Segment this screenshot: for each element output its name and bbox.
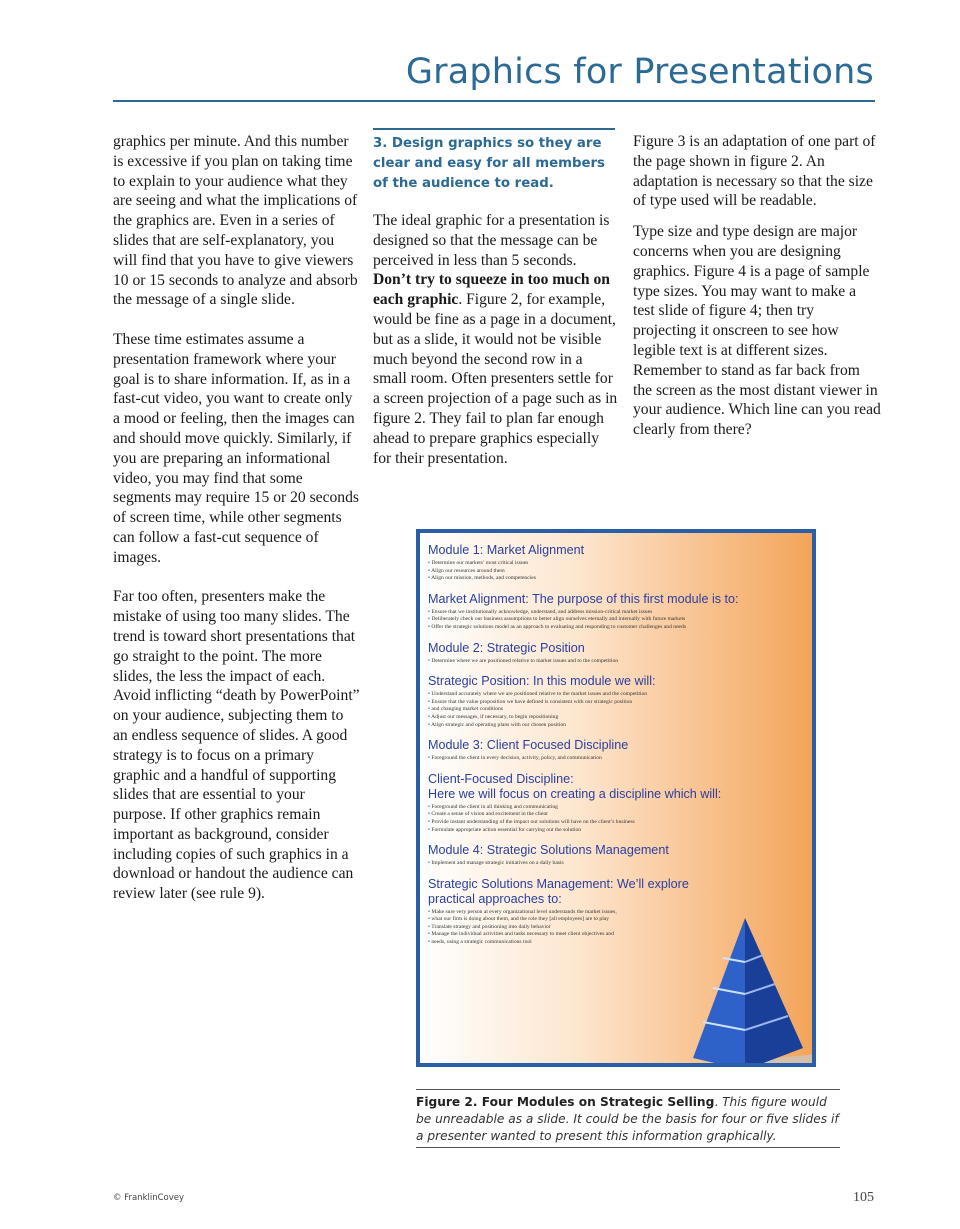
figure-list-item: • Formulate appropriate action essential for carrying out the solution xyxy=(428,827,808,835)
figure-list-item: • Adjust our messages, if necessary, to begin repositioning xyxy=(428,714,808,722)
figure-2 xyxy=(416,529,816,1067)
figure-list xyxy=(428,691,808,729)
col2-text-b: . Figure 2, for example, would be fine as a page in a document, but as a slide, it would not be visible much beyond the second row in a small room. Often presenters settle for a screen projection of a page such as in figure 2. They fail to plan far enough ahead to prepare graphics especially for their presentation. xyxy=(373,291,618,467)
figure-list-item: • and changing market conditions xyxy=(428,706,808,714)
figure-list xyxy=(428,609,808,632)
figure-list-item: • Create a sense of vision and excitement in the client xyxy=(428,811,808,819)
figure-list-item: • Make sure very person at every organizational level understands the market issues, xyxy=(428,909,678,917)
figure-content xyxy=(428,543,808,956)
figure-list xyxy=(428,860,808,868)
figure-list-item: • Implement and manage strategic initiatives on a daily basis xyxy=(428,860,808,868)
pyramid-graphic xyxy=(685,918,816,1067)
figure-list-item: • Align our mission, methods, and competencies xyxy=(428,575,808,583)
col3-paragraph-1: Figure 3 is an adaptation of one part of the page shown in figure 2. An adaptation is necessary so that the size of type used will be readable. xyxy=(633,133,876,210)
figure-heading: Module 3: Client Focused Discipline xyxy=(428,738,629,753)
caption-title: Figure 2. Four Modules on Strategic Selling xyxy=(416,1095,715,1109)
figure-list-item: • Offer the strategic solutions model as an approach to evaluating and responding to customer challenges and needs xyxy=(428,624,808,632)
figure-list xyxy=(428,804,808,834)
figure-heading: Module 1: Market Alignment xyxy=(428,543,585,557)
figure-list-item: • Translate strategy and positioning into daily behavior xyxy=(428,924,678,932)
figure-heading: Client-Focused Discipline: Here we will focus on creating a discipline which will: xyxy=(428,771,722,801)
figure-list-item: • what our firm is doing about them, and the role they [all employees] are to play xyxy=(428,916,678,924)
figure-list-item: • Understand accurately where we are positioned relative to the market issues and the competition xyxy=(428,691,808,699)
figure-list-item: • Provide instant understanding of the impact our solutions will have on the client’s business xyxy=(428,819,808,827)
col2-text-a: The ideal graphic for a presentation is designed so that the message can be perceived in less than 5 seconds. xyxy=(373,212,610,269)
footer-copyright: © FranklinCovey xyxy=(113,1193,185,1203)
col3-paragraph-2: Type size and type design are major concerns when you are designing graphics. Figure 4 is a page of sample type sizes. You may want to make a test slide of figure 4; then try projecting it onscreen to see how legible text is at different sizes. Remember to stand as far back from the screen as the most distant viewer in your audience. Which line can you read clearly from there? xyxy=(633,223,881,439)
figure-list xyxy=(428,755,808,763)
figure-list xyxy=(428,658,808,666)
figure-list-item: • Determine where we are positioned relative to market issues and to the competition xyxy=(428,658,808,666)
section-rule xyxy=(373,128,615,130)
figure-list-item: • Foreground the client in every decision, activity, policy, and communication xyxy=(428,755,808,763)
figure-list-item: • Manage the individual activities and tasks necessary to meet client objectives and xyxy=(428,931,678,939)
figure-list-item: • Ensure that the value proposition we have defined is consistent with our strategic position xyxy=(428,699,808,707)
figure-heading: Module 4: Strategic Solutions Management xyxy=(428,843,669,858)
page-title: Graphics for Presentations xyxy=(405,52,874,92)
caption-text: This figure would be unreadable as a slide. It could be the basis for four or five slides if a presenter wanted to present this information graphically. xyxy=(416,1095,839,1143)
figure-list xyxy=(428,560,808,583)
figure-heading: Module 2: Strategic Position xyxy=(428,640,585,655)
figure-list-item: • Align our resources around them xyxy=(428,568,808,576)
figure-list-item: • needs, using a strategic communications tool xyxy=(428,939,678,947)
figure-heading: Strategic Solutions Management: We’ll explore practical approaches to: xyxy=(428,876,689,906)
col1-paragraph-3: Far too often, presenters make the mistake of using too many slides. The trend is toward short presentations that go straight to the point. The more slides, the less the impact of each. Avoid inflicting “death by PowerPoint” on your audience, subjecting them to an endless sequence of slides. A good strategy is to focus on a primary graphic and a handful of supporting slides that are essential to your purpose. If other graphics remain important as background, consider including copies of such graphics in a download or handout the audience can review later (see rule 9). xyxy=(113,588,360,903)
col1-paragraph-1: graphics per minute. And this number is excessive if you plan on taking time to explain to your audience what they are seeing and what the implications of the graphics are. Even in a series of slides that are self-explanatory, you will find that you have to give viewers 10 or 15 seconds to analyze and absorb the message of a single slide. xyxy=(113,133,358,309)
figure-heading: Strategic Position: In this module we will: xyxy=(428,674,656,689)
figure-caption: Figure 2. Four Modules on Strategic Selling. This figure would be unreadable as a slide. It could be the basis for four or five slides if a presenter wanted to present this information graphically. xyxy=(416,1089,840,1148)
col2-text-bold: Don’t try to squeeze in too much on each graphic xyxy=(373,271,610,309)
figure-list-item: • Ensure that we institutionally acknowledge, understand, and address mission-critical market issues xyxy=(428,609,808,617)
column-2-body xyxy=(373,211,618,468)
figure-list-item: • Align strategic and operating plans with our chosen position xyxy=(428,722,808,730)
page-number: 105 xyxy=(853,1190,874,1205)
section-heading: 3. Design graphics so they are clear and easy for all members of the audience to read. xyxy=(373,136,605,191)
column-3 xyxy=(633,132,881,451)
figure-list-item: • Foreground the client in all thinking and communicating xyxy=(428,804,808,812)
figure-list-item: • Deliberately check our business assumptions to better align ourselves eternally and internally with future markets xyxy=(428,616,808,624)
title-rule xyxy=(113,100,875,102)
figure-heading: Market Alignment: The purpose of this first module is to: xyxy=(428,591,739,606)
figure-list-item: • Determine our markets’ most critical issues xyxy=(428,560,808,568)
col1-paragraph-2: These time estimates assume a presentation framework where your goal is to share information. If, as in a fast-cut video, you want to create only a mood or feeling, then the images can and should move quickly. Similarly, if you are preparing an informational video, you may find that some segments may require 15 or 20 seconds of screen time, while other segments can follow a fast-cut sequence of images. xyxy=(113,330,359,566)
column-1 xyxy=(113,132,361,924)
